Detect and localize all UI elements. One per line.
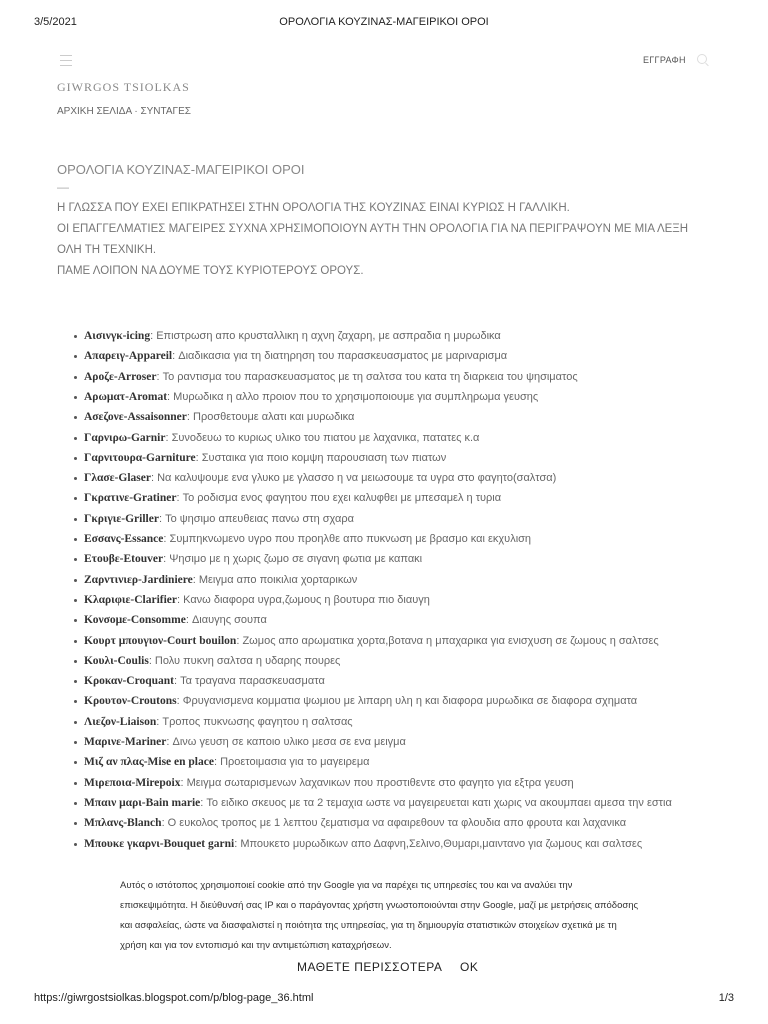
term-name: Κλαριφιε-Clarifier xyxy=(84,593,177,606)
term-item xyxy=(84,796,672,810)
intro-line: ΟΙ ΕΠΑΓΓΕΛΜΑΤΙΕΣ ΜΑΓΕΙΡΕΣ ΣΥΧΝΑ ΧΡΗΣΙΜΟΠΟΙΟΥΝ ΑΥΤΗ ΤΗΝ ΟΡΟΛΟΓΙΑ ΓΙΑ ΝΑ ΠΕΡΙΓΡΑΨΟΥΝ ΜΕ ΜΙΑ ΛΕΞΗ ΟΛΗ ΤΗ ΤΕΧΝΙΚΗ. xyxy=(57,223,689,256)
term-name: Γαρνιρω-Garnir xyxy=(84,431,166,444)
term-definition: : Συνοδευω το κυριως υλικο του πιατου με λαχανικα, πατατες κ.α xyxy=(165,431,480,444)
term-definition: : Επιστρωση απο κρυσταλλικη η αχνη ζαχαρη, με ασπραδια η μυρωδικα xyxy=(150,330,501,342)
term-name: Αρωματ-Aromat xyxy=(84,390,168,403)
term-item xyxy=(84,634,659,648)
term-definition: : Ζωμος απο αρωματικα χορτα,βοτανα η μπαχαρικα για ενισχυση σε ζωμους η σαλτσες xyxy=(236,634,659,647)
term-name: Κρουτον-Croutons xyxy=(84,695,177,708)
term-item xyxy=(84,512,354,526)
term-item xyxy=(84,816,626,830)
menu-icon[interactable] xyxy=(60,55,72,66)
term-definition: : Κανω διαφορα υγρα,ζωμους η βουτυρα πιο διαυγη xyxy=(177,593,430,606)
term-definition: : Προσθετουμε αλατι και μυρωδικα xyxy=(186,411,355,424)
term-definition: : Μειγμα απο ποικιλια χορταρικων xyxy=(192,573,358,586)
term-item xyxy=(84,390,538,404)
term-definition: : Φρυγανισμενα κομματια ψωμιου με λιπαρη υλη η και διαφορα μυρωδικα σε διαφορα σχηματα xyxy=(176,695,638,708)
signin-link[interactable]: ΕΓΓΡΑΦΗ xyxy=(643,55,686,65)
term-item xyxy=(84,837,642,851)
term-name: Εσσανς-Essance xyxy=(84,533,164,545)
term-definition: : Μπουκετο μυρωδικων απο Δαφνη,Σελινο,Θυμαρι,μαιντανο για ζωμους και σαλτσες xyxy=(234,837,643,850)
search-icon[interactable] xyxy=(697,54,707,64)
term-definition: : Ψησιμο με η χωρις ζωμο σε σιγανη φωτια με καπακι xyxy=(163,553,423,566)
term-definition: : Δινω γευση σε καποιο υλικο μεσα σε ενα μειγμα xyxy=(166,736,406,748)
learn-more-button[interactable]: ΜΑΘΕΤΕ ΠΕΡΙΣΣΟΤΕΡΑ xyxy=(297,960,443,974)
term-definition: : Το ψησιμο απευθειας πανω στη σχαρα xyxy=(158,512,354,525)
term-item xyxy=(84,694,637,708)
term-definition: : Ο ευκολος τροπος με 1 λεπτου ζεματισμα να αφαιρεθουν τα φλουδια απο φρουτα και λαχανικα xyxy=(161,817,627,830)
term-item xyxy=(84,491,501,505)
term-name: Γαρνιτουρα-Garniture xyxy=(84,451,196,464)
term-definition: : Διαυγης σουπα xyxy=(185,614,267,627)
blog-title[interactable]: GIWRGOS TSIOLKAS xyxy=(57,80,190,94)
term-name: Κροκαν-Croquant xyxy=(84,675,175,688)
term-name: Μιρεποια-Mirepoix xyxy=(84,776,181,789)
intro-text xyxy=(57,198,707,282)
term-name: Ασεζονε-Assaisonner xyxy=(84,411,187,424)
term-definition: : Συσταικα για ποιο κομψη παρουσιαση των πιατων xyxy=(195,451,447,464)
ok-button[interactable]: OK xyxy=(460,960,479,974)
term-item xyxy=(84,329,501,343)
term-name: Κουρτ μπουγιον-Court bouilon xyxy=(84,634,237,647)
term-name: Αροζε-Arroser xyxy=(84,370,157,383)
term-item xyxy=(84,471,556,485)
print-url: https://giwrgostsiolkas.blogspot.com/p/blog-page_36.html xyxy=(34,992,314,1004)
print-title: ΟΡΟΛΟΓΙΑ ΚΟΥΖΙΝΑΣ-ΜΑΓΕΙΡΙΚΟΙ ΟΡΟΙ xyxy=(279,16,489,28)
term-name: Μιζ αν πλας-Mise en place xyxy=(84,756,214,769)
term-definition: : Να καλυψουμε ενα γλυκο με γλασσο η να μειωσουμε τα υγρα στο φαγητο(σαλτσα) xyxy=(150,472,557,485)
term-item xyxy=(84,776,574,790)
term-name: Μαρινε-Mariner xyxy=(84,736,167,748)
term-name: Μπλανς-Blanch xyxy=(84,817,162,830)
term-item xyxy=(84,370,578,384)
term-definition: : Τροπος πυκνωσης φαγητου η σαλτσας xyxy=(156,715,353,728)
term-name: Αισινγκ-icing xyxy=(84,330,151,342)
term-name: Ετουβε-Etouver xyxy=(84,553,164,566)
term-definition: : Μυρωδικα η αλλο προιον που το χρησιμοποιουμε για συμπληρωμα γευσης xyxy=(167,390,539,403)
cookie-banner xyxy=(0,862,768,987)
term-name: Γλασε-Glaser xyxy=(84,472,151,485)
term-name: Απαρειγ-Appareil xyxy=(84,350,173,363)
post-title: ΟΡΟΛΟΓΙΑ ΚΟΥΖΙΝΑΣ-ΜΑΓΕΙΡΙΚΟΙ ΟΡΟΙ xyxy=(57,162,305,177)
term-name: Γκριγιε-Griller xyxy=(84,512,159,525)
term-item xyxy=(84,613,267,627)
term-definition: : Το ειδικο σκευος με τα 2 τεμαχια ωστε να μαγειρευεται κατι χωρις να ακουμπαει αμεσα την εστια xyxy=(200,796,672,809)
term-name: Μπαιν μαρι-Bain marie xyxy=(84,796,201,809)
term-item xyxy=(84,735,406,749)
term-name: Ζαρντινιερ-Jardiniere xyxy=(84,573,193,586)
term-item xyxy=(84,349,507,363)
print-page-number: 1/3 xyxy=(718,992,734,1004)
term-definition: : Το ροδισμα ενος φαγητου που εχει καλυφθει με μπεσαμελ η τυρια xyxy=(176,492,502,505)
term-item xyxy=(84,755,370,769)
cookie-text: Αυτός ο ιστότοπος χρησιμοποιεί cookie από την Google για να παρέχει τις υπηρεσίες του και να αναλύει την επισκεψιμότητα. Η διεύθυνσή σας IP και ο παράγοντας χρήστη γνωστοποιούνται στην Google, μαζί με μετρήσεις απόδοσης και ασφαλείας, ώστε να διασφαλιστεί η ποιότητα της υπηρεσίας, για τη δημιουργία στατιστικών στοιχείων σχετικά με τη χρήση και για τον εντοπισμό και την αντιμετώπιση καταχρήσεων. xyxy=(120,880,639,951)
term-definition: : Το ραντισμα του παρασκευασματος με τη σαλτσα του κατα τη διαρκεια του ψησιματος xyxy=(156,370,578,383)
term-name: Μπουκε γκαρνι-Bouquet garni xyxy=(84,837,235,850)
title-dash: — xyxy=(57,180,69,194)
term-definition: : Πολυ πυκνη σαλτσα η υδαρης πουρες xyxy=(148,654,341,667)
intro-line: Η ΓΛΩΣΣΑ ΠΟΥ ΕΧΕΙ ΕΠΙΚΡΑΤΗΣΕΙ ΣΤΗΝ ΟΡΟΛΟΓΙΑ ΤΗΣ ΚΟΥΖΙΝΑΣ ΕΙΝΑΙ ΚΥΡΙΩΣ Η ΓΑΛΛΙΚΗ. xyxy=(57,202,570,214)
term-name: Κουλι-Coulis xyxy=(84,654,149,667)
term-definition: : Μειγμα σωταρισμενων λαχανικων που προστιθεντε στο φαγητο για εξτρα γευση xyxy=(180,776,574,789)
term-item xyxy=(84,532,531,546)
term-item xyxy=(84,573,357,587)
term-definition: : Προετοιμασια για το μαγειρεμα xyxy=(213,756,370,769)
term-item xyxy=(84,451,446,465)
term-item xyxy=(84,654,340,668)
term-item xyxy=(84,593,430,607)
term-item xyxy=(84,431,479,445)
term-item xyxy=(84,410,354,424)
term-name: Γκρατινε-Gratiner xyxy=(84,492,177,505)
term-definition: : Διαδικασια για τη διατηρηση του παρασκευασματος με μαριναρισμα xyxy=(172,350,508,363)
term-definition: : Συμπηκνωμενο υγρο που προηλθε απο πυκνωση με βρασμο και εκχυλιση xyxy=(163,533,532,545)
print-date: 3/5/2021 xyxy=(34,16,77,28)
term-name: Λιεζον-Liaison xyxy=(84,715,157,728)
term-item xyxy=(84,715,353,729)
term-item xyxy=(84,674,325,688)
term-definition: : Τα τραγανα παρασκευασματα xyxy=(174,675,325,688)
term-name: Κονσομε-Consomme xyxy=(84,614,186,627)
intro-line: ΠΑΜΕ ΛΟΙΠΟΝ ΝΑ ΔΟΥΜΕ ΤΟΥΣ ΚΥΡΙΟΤΕΡΟΥΣ ΟΡΟΥΣ. xyxy=(57,265,364,277)
term-item xyxy=(84,552,422,566)
breadcrumb-nav[interactable]: ΑΡΧΙΚΗ ΣΕΛΙΔΑ · ΣΥΝΤΑΓΕΣ xyxy=(57,106,191,117)
